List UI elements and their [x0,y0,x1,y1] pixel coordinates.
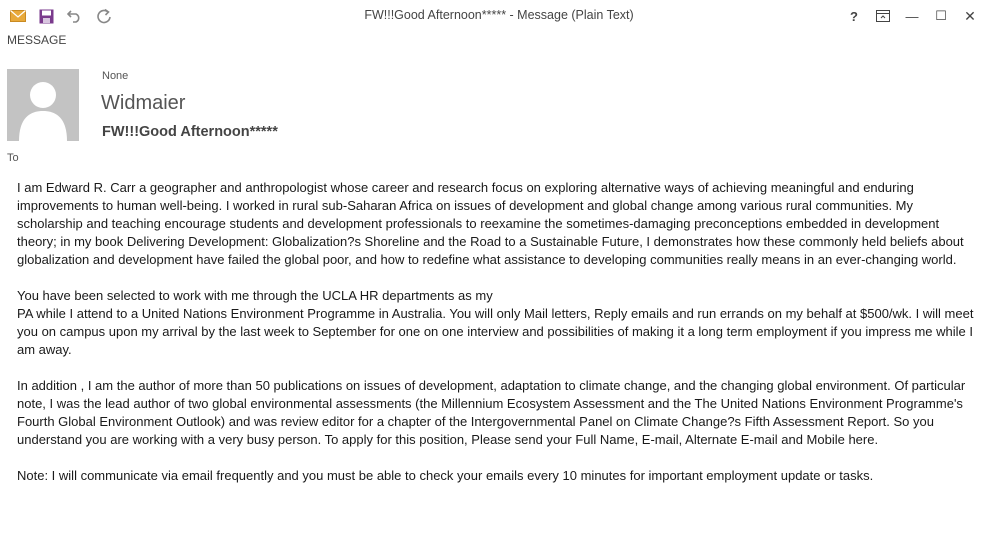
help-button[interactable]: ? [850,8,858,24]
to-label: To [7,152,19,164]
sender-name[interactable]: Widmaier [101,92,186,114]
title-bar [0,0,998,32]
window-title: FW!!!Good Afternoon***** - Message (Plain Text) [364,8,634,22]
body-paragraph: You have been selected to work with me through the UCLA HR departments as my [17,288,493,303]
tab-message[interactable]: MESSAGE [7,33,67,47]
close-button[interactable]: ✕ [964,7,976,24]
ribbon-display-icon [876,10,890,22]
body-paragraph: I am Edward R. Carr a geographer and anthropologist whose career and research focus on exploring alternative ways of achieving meaningful and enduring improvements to human well-being. I worked in rural sub-Saharan Africa on issues of development and global change among various rural communities. My scholarship and teaching encourage students and development professionals to reexamine the sometimes-damaging preconceptions embedded in development theory; in my book Delivering Development: Globalization?s Shoreline and the Road to a Sustainable Future, I demonstrates how these commonly held beliefs about globalization and development have failed the global poor, and how to redefine what assistance to developing communities really means in an ever-changing world. [17,180,964,267]
ribbon-display-options-button[interactable] [870,4,896,28]
body-paragraph: Note: I will communicate via email frequently and you must be able to check your emails every 10 minutes for important employment update or tasks. [17,468,874,483]
message-body [17,179,982,485]
message-subject: FW!!!Good Afternoon***** [102,124,278,140]
person-icon [7,69,79,141]
avatar [7,69,79,141]
importance-label: None [102,70,129,82]
minimize-button[interactable]: — [905,8,919,24]
maximize-button[interactable]: ☐ [935,8,947,23]
body-paragraph: In addition , I am the author of more than 50 publications on issues of development, adaptation to climate change, and the changing global environment. Of particular note, I was the lead author of two global environmental assessments (the Millennium Ecosystem Assessment and the The United Nations Environment Programme's Fourth Global Environment Outlook) and was review editor for a chapter of the Intergovernmental Panel on Climate Change?s Fifth Assessment Report. So you understand you are working with a very busy person. To apply for this position, Please send your Full Name, E-mail, Alternate E-mail and Mobile here. [17,378,966,447]
body-paragraph: PA while I attend to a United Nations Environment Programme in Australia. You will only Mail letters, Reply emails and run errands on my behalf at $500/wk. I will meet you on campus upon my arrival by the last week to September for one on one interview and possibilities of making it a long term employment if you impress me while I am away. [17,306,974,357]
